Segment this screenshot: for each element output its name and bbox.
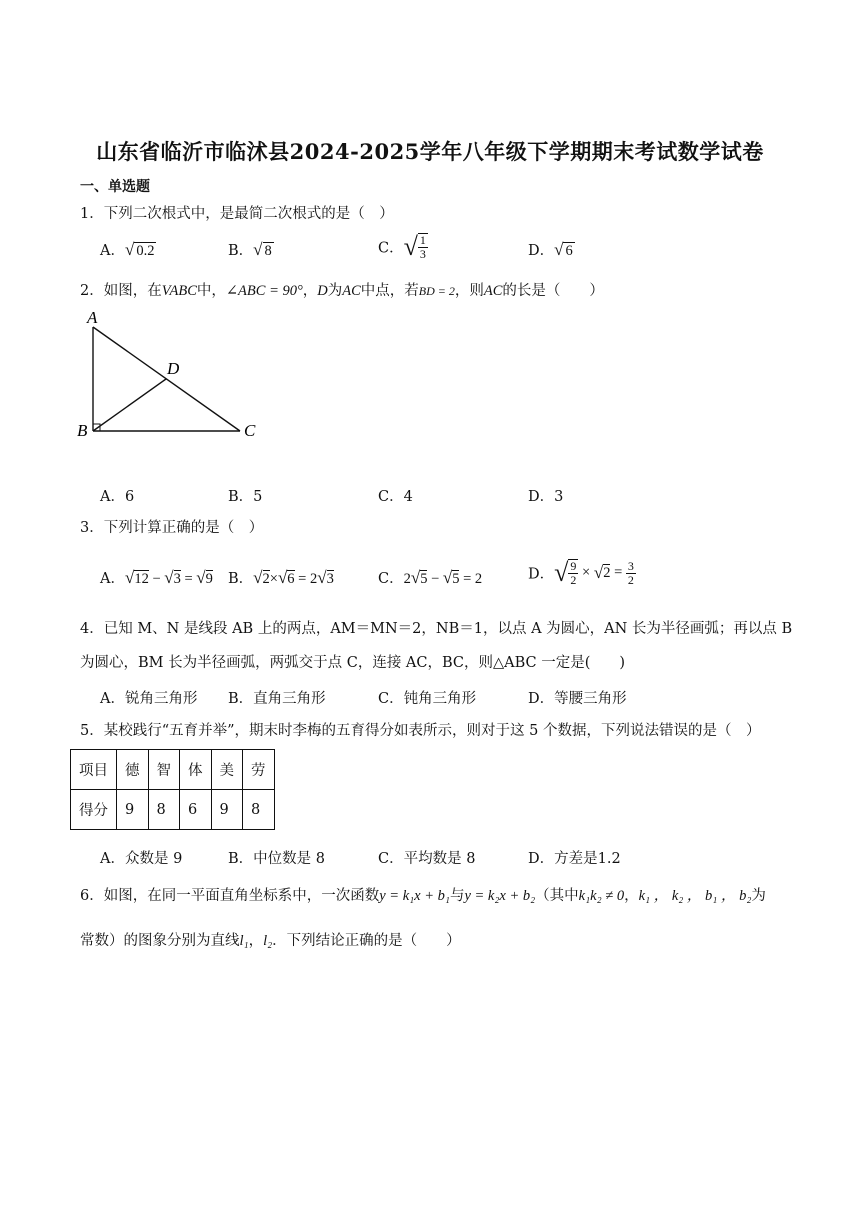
table-cell: 智 [148, 750, 180, 790]
q5-option-b[interactable]: B．中位数是 8 [228, 851, 325, 867]
question-4-line-1: 4．已知 M、N 是线段 AB 上的两点，AM＝MN＝2，NB＝1，以点 A 为圆心，AN 长为半径画弧；再以点 B [80, 621, 793, 637]
vertex-label-b: B [77, 421, 88, 440]
table-cell: 体 [180, 750, 212, 790]
q1-option-d[interactable]: D．√ 6 [528, 240, 573, 259]
q2-option-c[interactable]: C．4 [378, 489, 413, 505]
table-cell: 得分 [71, 790, 117, 830]
table-header-row [71, 750, 275, 790]
radicand: 8 [264, 243, 272, 259]
table-row [71, 790, 275, 830]
table-cell: 德 [117, 750, 149, 790]
option-label: D． [528, 243, 555, 259]
q3-option-d[interactable]: D．√ $\frac{9}{2}$ × √2 = $\frac{3}{2}$ [528, 558, 634, 587]
table-cell: 6 [180, 790, 212, 830]
question-5-stem: 5．某校践行“五育并举”，期末时李梅的五育得分如表所示，则对于这 5 个数据，下列说法错误的是（ ） [80, 723, 761, 739]
q3-option-a[interactable]: A．√12 − √3 = √9 [100, 568, 213, 587]
option-label: A． [100, 243, 125, 259]
score-table [70, 749, 275, 830]
q4-option-b[interactable]: B．直角三角形 [228, 691, 326, 707]
vertex-label-d: D [167, 359, 180, 378]
q4-option-c[interactable]: C．钝角三角形 [378, 691, 477, 707]
table-cell: 9 [117, 790, 149, 830]
table-cell: 项目 [71, 750, 117, 790]
q4-option-a[interactable]: A．锐角三角形 [100, 691, 198, 707]
question-6-line-1: 6．如图，在同一平面直角坐标系中，一次函数y = k₁x + b₁与y = k₂x + b₂（其中k₁k₂ ≠ 0，k₁ ， k₂ ， b₁ ， b₂为 [80, 888, 766, 904]
table-cell: 8 [148, 790, 180, 830]
question-3-stem: 3．下列计算正确的是（ ） [80, 520, 264, 536]
q1-option-b[interactable]: B．√ 8 [228, 240, 272, 259]
triangle-figure [76, 305, 266, 445]
section-heading: 一、单选题 [80, 179, 150, 195]
q4-option-d[interactable]: D．等腰三角形 [528, 691, 627, 707]
q5-option-d[interactable]: D．方差是1.2 [528, 851, 621, 867]
option-label: C． [378, 240, 404, 257]
q2-option-a[interactable]: A．6 [100, 489, 135, 505]
q1-option-c[interactable]: C．√ $\frac{1}{3}$ [378, 232, 426, 261]
question-1-stem: 1．下列二次根式中，是最简二次根式的是（ ） [80, 206, 394, 222]
q5-option-a[interactable]: A．众数是 9 [100, 851, 183, 867]
fraction: $\frac{1}{3}$ [419, 233, 426, 261]
q2-option-d[interactable]: D．3 [528, 489, 564, 505]
radicand: 6 [565, 243, 573, 259]
vertex-label-a: A [87, 308, 98, 327]
q2-option-b[interactable]: B．5 [228, 489, 263, 505]
q1-option-a[interactable]: A．√ 0.2 [100, 240, 155, 259]
q3-option-b[interactable]: B．√2×√6 = 2√3 [228, 568, 334, 587]
question-2-stem: 2．如图，在VABC中，∠ABC = 90°，D为AC中点，若BD = 2，则AC的长是（ ） [80, 283, 604, 299]
page-title: 山东省临沂市临沭县2024-2025学年八年级下学期期末考试数学试卷 [96, 139, 764, 164]
table-cell: 8 [243, 790, 275, 830]
vertex-label-c: C [244, 421, 256, 440]
question-6-line-2: 常数）的图象分别为直线l₁，l₂．下列结论正确的是（ ） [80, 933, 461, 949]
table-cell: 美 [211, 750, 243, 790]
table-cell: 9 [211, 790, 243, 830]
option-label: B． [228, 243, 254, 259]
radicand: 0.2 [136, 243, 155, 259]
table-cell: 劳 [243, 750, 275, 790]
q5-option-c[interactable]: C．平均数是 8 [378, 851, 476, 867]
question-4-line-2: 为圆心，BM 长为半径画弧，两弧交于点 C，连接 AC，BC，则△ABC 一定是( ) [80, 655, 626, 671]
q3-option-c[interactable]: C．2√5 − √5 = 2 [378, 568, 483, 587]
